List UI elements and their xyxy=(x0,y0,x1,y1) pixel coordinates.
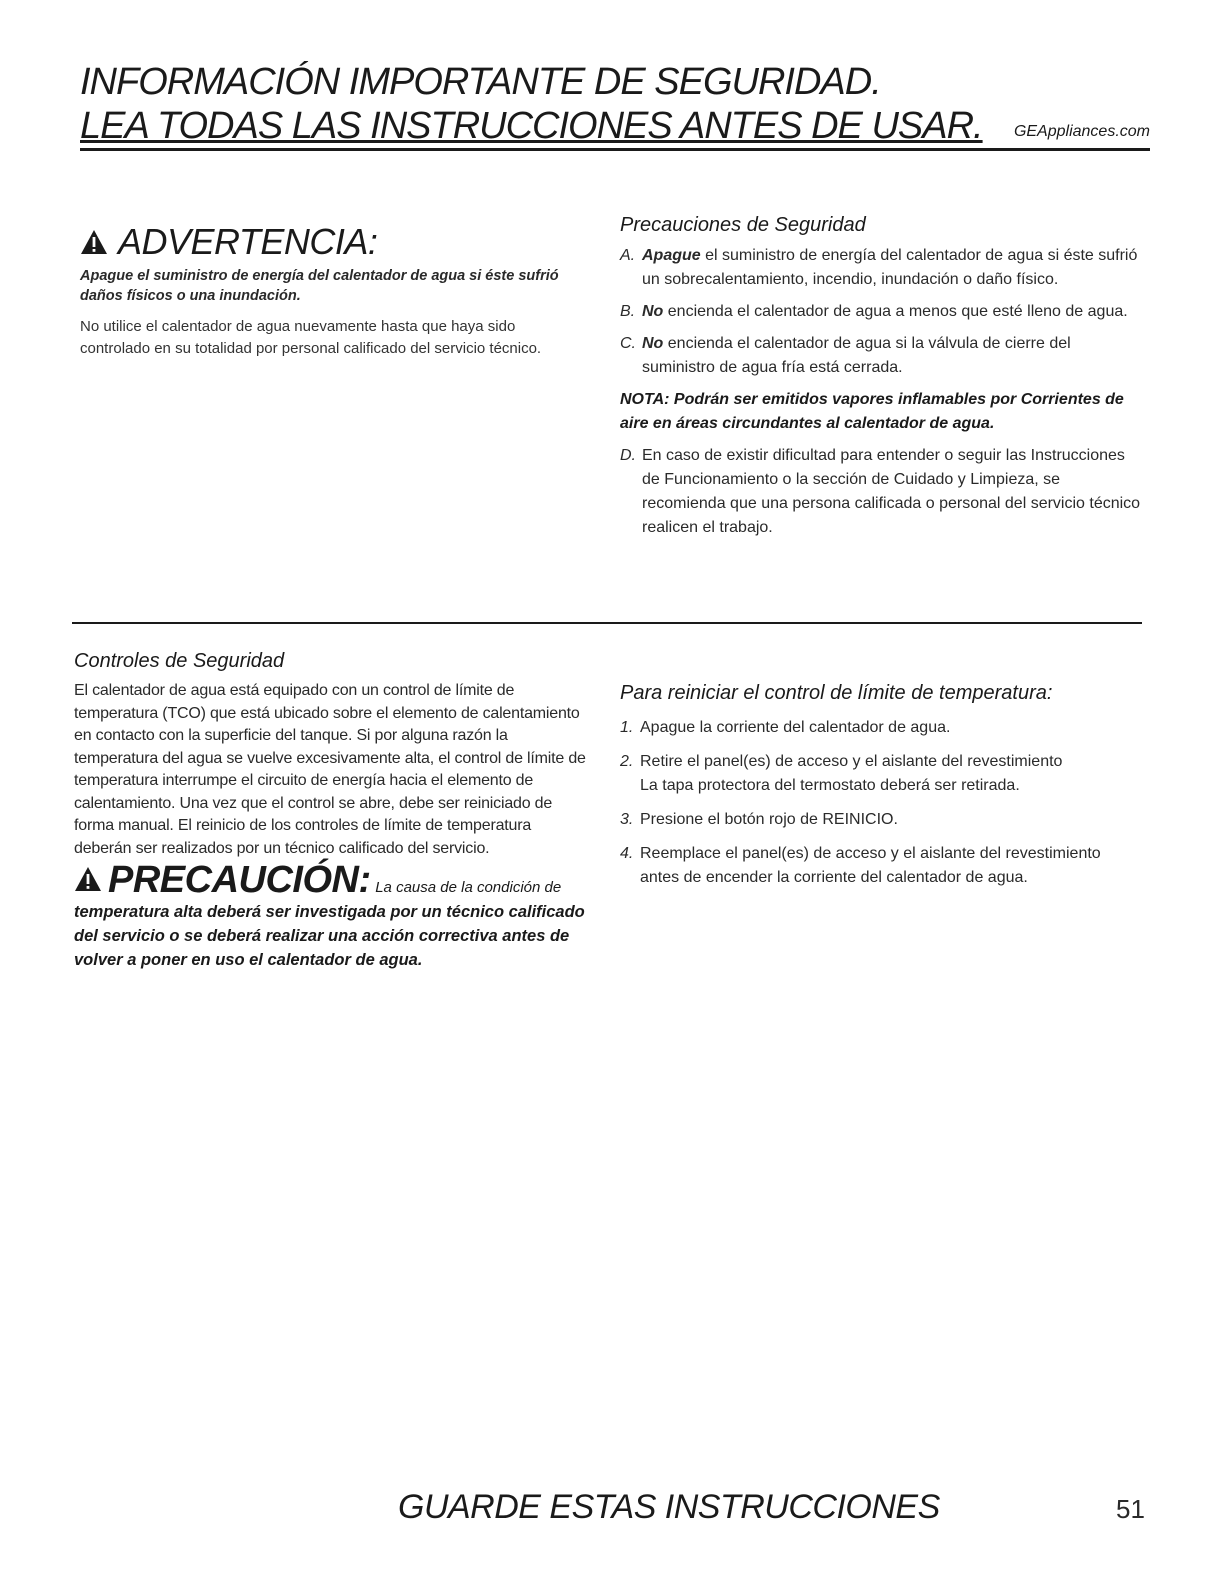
section-divider xyxy=(72,622,1142,624)
page-header xyxy=(80,60,1150,151)
precauciones-heading: Precauciones de Seguridad xyxy=(620,214,866,236)
step-text: Apague la corriente del calentador de agua. xyxy=(640,719,951,736)
advertencia-block xyxy=(80,222,570,360)
precaucion-inline: La causa de la condición de xyxy=(375,879,562,896)
reiniciar-step-3 xyxy=(620,808,1142,832)
controles-body: El calentador de agua está equipado con un control de límite de temperatura (TCO) que está ubicado sobre el elemento de calentamiento en contacto con la superficie del tanque. Si por alguna razón la temperatura del agua se vuelve excesivamente alta, el control de límite de temperatura interrumpe el circuito de energía hacia el elemento de calentamiento. Una vez que el control se abre, debe ser reiniciado de forma manual. El reinicio de los controles de límite de temperatura deberán ser realizados por un técnico calificado del servicio. xyxy=(74,682,586,857)
precaucion-title: PRECAUCIÓN: xyxy=(108,859,371,901)
footer-title: GUARDE ESTAS INSTRUCCIONES xyxy=(398,1488,940,1526)
reiniciar-step-2 xyxy=(620,750,1142,798)
step-number: 4. xyxy=(620,845,634,862)
step-text-note: La tapa protectora del termostato deberá ser retirada. xyxy=(640,777,1020,794)
precaucion-bold: temperatura alta deberá ser investigada por un técnico calificado del servicio o se deberá realizar una acción correctiva antes de volver a poner en uso el calentador de agua. xyxy=(74,903,585,969)
reiniciar-step-4 xyxy=(620,842,1142,890)
page-number: 51 xyxy=(1116,1494,1145,1524)
item-keyword: No xyxy=(642,303,664,320)
advertencia-title: ADVERTENCIA: xyxy=(118,221,378,262)
precaucion-block xyxy=(74,859,586,972)
advertencia-title-row xyxy=(80,222,570,262)
item-body: encienda el calentador de agua si la válvula de cierre del suministro de agua fría está cerrada. xyxy=(642,335,1071,376)
step-text: Presione el botón rojo de REINICIO. xyxy=(640,811,898,828)
precaucion-item-d xyxy=(620,444,1142,540)
step-number: 2. xyxy=(620,753,634,770)
step-number: 1. xyxy=(620,719,634,736)
item-keyword: No xyxy=(642,335,664,352)
website-label: GEAppliances.com xyxy=(1013,123,1150,140)
controles-block xyxy=(74,648,586,972)
item-label: D. xyxy=(620,447,636,464)
item-text xyxy=(642,332,1142,380)
header-title-line2: LEA TODAS LAS INSTRUCCIONES ANTES DE USAR. xyxy=(80,105,983,147)
reiniciar-step-1 xyxy=(620,716,1142,740)
header-title-line1: INFORMACIÓN IMPORTANTE DE SEGURIDAD. xyxy=(80,61,881,103)
step-text-group xyxy=(640,750,1062,798)
step-text: Retire el panel(es) de acceso y el aislante del revestimiento xyxy=(640,753,1063,770)
precaucion-item-c xyxy=(620,332,1142,380)
item-label: B. xyxy=(620,303,636,320)
step-text: Reemplace el panel(es) de acceso y el aislante del revestimiento antes de encender la corriente del calentador de agua. xyxy=(640,845,1101,886)
nota-text: NOTA: Podrán ser emitidos vapores inflamables por Corrientes de aire en áreas circundantes al calentador de agua. xyxy=(620,391,1124,432)
item-body: encienda el calentador de agua a menos que esté lleno de agua. xyxy=(663,303,1128,320)
reiniciar-heading: Para reiniciar el control de límite de temperatura: xyxy=(620,682,1053,704)
item-body: En caso de existir dificultad para entender o seguir las Instrucciones de Funcionamiento o la sección de Cuidado y Limpieza, se recomienda que una persona calificada o personal del servicio técnico realicen el trabajo. xyxy=(642,447,1141,536)
item-keyword: Apague xyxy=(642,247,701,264)
controles-heading: Controles de Seguridad xyxy=(74,650,285,672)
reiniciar-block xyxy=(620,680,1142,900)
item-text xyxy=(642,300,1128,324)
step-number: 3. xyxy=(620,811,634,828)
header-line2 xyxy=(80,104,1150,151)
item-label: A. xyxy=(620,247,636,264)
item-text xyxy=(642,244,1142,292)
advertencia-body: No utilice el calentador de agua nuevamente hasta que haya sido controlado en su totalidad por personal calificado del servicio técnico. xyxy=(80,318,542,357)
precauciones-block xyxy=(620,212,1142,548)
warning-triangle-icon xyxy=(80,229,108,255)
precaucion-item-a xyxy=(620,244,1142,292)
precaucion-item-b xyxy=(620,300,1142,324)
advertencia-subtitle: Apague el suministro de energía del calentador de agua si éste sufrió daños físicos o una inundación. xyxy=(80,268,559,304)
item-label: C. xyxy=(620,335,636,352)
page-footer xyxy=(0,1488,1224,1538)
item-body: el suministro de energía del calentador de agua si éste sufrió un sobrecalentamiento, incendio, inundación o daño físico. xyxy=(642,247,1138,288)
warning-triangle-icon xyxy=(74,866,102,892)
